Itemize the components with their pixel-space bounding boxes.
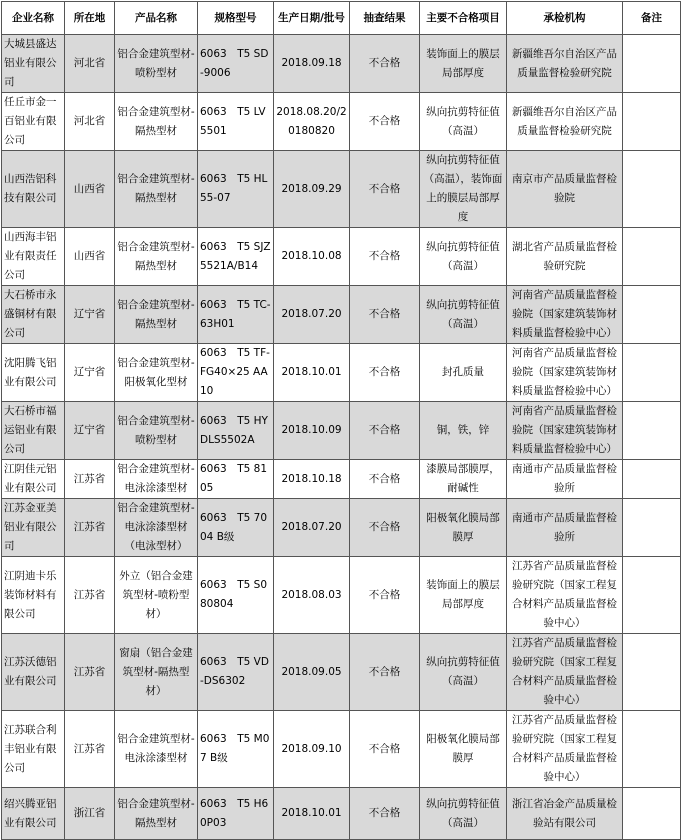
table-row	[2, 499, 681, 557]
cell-date: 2018.09.10	[274, 711, 350, 788]
cell-date: 2018.08.20/20180820	[274, 93, 350, 151]
cell-location: 辽宁省	[65, 344, 115, 402]
cell-product: 铝合金建筑型材-电泳涂漆型材（电泳型材）	[115, 499, 198, 557]
cell-date: 2018.09.18	[274, 35, 350, 93]
cell-company: 江苏沃德铝业有限公司	[2, 634, 65, 711]
cell-agency: 南通市产品质量监督检验所	[507, 460, 623, 499]
cell-date: 2018.08.03	[274, 557, 350, 634]
cell-location: 浙江省	[65, 788, 115, 840]
cell-items: 装饰面上的膜层局部厚度	[420, 557, 507, 634]
table-row	[2, 344, 681, 402]
table-row	[2, 286, 681, 344]
inspection-table	[1, 1, 681, 840]
cell-note	[623, 35, 681, 93]
cell-location: 河北省	[65, 93, 115, 151]
header-product: 产品名称	[115, 2, 198, 35]
cell-company: 山西海丰铝业有限责任公司	[2, 228, 65, 286]
cell-product: 外立（铝合金建筑型材-喷粉型材）	[115, 557, 198, 634]
cell-result: 不合格	[350, 151, 420, 228]
cell-date: 2018.07.20	[274, 286, 350, 344]
header-spec: 规格型号	[198, 2, 274, 35]
cell-company: 山西浩铝科技有限公司	[2, 151, 65, 228]
cell-note	[623, 344, 681, 402]
cell-agency: 南京市产品质量监督检验院	[507, 151, 623, 228]
cell-items: 纵向抗剪特征值（高温）	[420, 788, 507, 840]
table-row	[2, 634, 681, 711]
header-location: 所在地	[65, 2, 115, 35]
cell-note	[623, 788, 681, 840]
cell-items: 漆膜局部膜厚，耐碱性	[420, 460, 507, 499]
cell-product: 铝合金建筑型材-隔热型材	[115, 286, 198, 344]
cell-result: 不合格	[350, 460, 420, 499]
cell-note	[623, 711, 681, 788]
cell-note	[623, 286, 681, 344]
table-row	[2, 35, 681, 93]
cell-date: 2018.10.01	[274, 344, 350, 402]
cell-company: 江苏金亚美铝业有限公司	[2, 499, 65, 557]
cell-spec: 6063 T5 H60P03	[198, 788, 274, 840]
cell-note	[623, 228, 681, 286]
header-row	[2, 2, 681, 35]
cell-items: 铜，铁，锌	[420, 402, 507, 460]
cell-company: 任丘市金一百铝业有限公司	[2, 93, 65, 151]
cell-note	[623, 499, 681, 557]
cell-spec: 6063 T5 SJZ5521A/B14	[198, 228, 274, 286]
cell-agency: 南通市产品质量监督检验所	[507, 499, 623, 557]
cell-spec: 6063 T5 8105	[198, 460, 274, 499]
cell-agency: 江苏省产品质量监督检验研究院（国家工程复合材料产品质量监督检验中心）	[507, 634, 623, 711]
table-row	[2, 228, 681, 286]
cell-spec: 6063 T5 HYDLS5502A	[198, 402, 274, 460]
cell-spec: 6063 T5 HL55-07	[198, 151, 274, 228]
cell-spec: 6063 T5 7004 B级	[198, 499, 274, 557]
cell-items: 纵向抗剪特征值（高温）	[420, 93, 507, 151]
table-body	[2, 35, 681, 840]
cell-location: 辽宁省	[65, 286, 115, 344]
cell-result: 不合格	[350, 557, 420, 634]
table-row	[2, 151, 681, 228]
cell-agency: 河南省产品质量监督检验院（国家建筑装饰材料质量监督检验中心）	[507, 402, 623, 460]
cell-items: 纵向抗剪特征值（高温）	[420, 634, 507, 711]
cell-note	[623, 402, 681, 460]
cell-product: 铝合金建筑型材-电泳涂漆型材	[115, 460, 198, 499]
cell-product: 铝合金建筑型材-喷粉型材	[115, 35, 198, 93]
cell-company: 绍兴腾亚铝业有限公司	[2, 788, 65, 840]
cell-result: 不合格	[350, 788, 420, 840]
cell-company: 江阴迪卡乐装饰材料有限公司	[2, 557, 65, 634]
cell-company: 大石桥市永盛铜材有限公司	[2, 286, 65, 344]
table-row	[2, 402, 681, 460]
cell-note	[623, 151, 681, 228]
cell-date: 2018.10.01	[274, 788, 350, 840]
table-row	[2, 557, 681, 634]
cell-items: 封孔质量	[420, 344, 507, 402]
cell-date: 2018.10.18	[274, 460, 350, 499]
cell-location: 江苏省	[65, 499, 115, 557]
cell-company: 大城县盛达铝业有限公司	[2, 35, 65, 93]
cell-note	[623, 460, 681, 499]
cell-items: 阳极氧化膜局部膜厚	[420, 711, 507, 788]
cell-date: 2018.09.05	[274, 634, 350, 711]
table-row	[2, 711, 681, 788]
header-company: 企业名称	[2, 2, 65, 35]
cell-result: 不合格	[350, 93, 420, 151]
cell-agency: 江苏省产品质量监督检验研究院（国家工程复合材料产品质量监督检验中心）	[507, 711, 623, 788]
cell-date: 2018.10.08	[274, 228, 350, 286]
cell-spec: 6063 T5 TF-FG40×25 AA10	[198, 344, 274, 402]
cell-product: 铝合金建筑型材-隔热型材	[115, 788, 198, 840]
cell-product: 铝合金建筑型材-隔热型材	[115, 93, 198, 151]
cell-product: 铝合金建筑型材-电泳涂漆型材	[115, 711, 198, 788]
cell-date: 2018.07.20	[274, 499, 350, 557]
cell-spec: 6063 T5 S080804	[198, 557, 274, 634]
cell-product: 窗扇（铝合金建筑型材-隔热型材）	[115, 634, 198, 711]
header-agency: 承检机构	[507, 2, 623, 35]
cell-agency: 新疆维吾尔自治区产品质量监督检验研究院	[507, 93, 623, 151]
header-result: 抽查结果	[350, 2, 420, 35]
cell-items: 阳极氧化膜局部膜厚	[420, 499, 507, 557]
cell-location: 山西省	[65, 151, 115, 228]
cell-company: 江苏联合利丰铝业有限公司	[2, 711, 65, 788]
cell-result: 不合格	[350, 402, 420, 460]
cell-items: 纵向抗剪特征值（高温），装饰面上的膜层局部厚度	[420, 151, 507, 228]
cell-agency: 江苏省产品质量监督检验研究院（国家工程复合材料产品质量监督检验中心）	[507, 557, 623, 634]
cell-items: 装饰面上的膜层局部厚度	[420, 35, 507, 93]
cell-agency: 新疆维吾尔自治区产品质量监督检验研究院	[507, 35, 623, 93]
cell-agency: 浙江省冶金产品质量检验站有限公司	[507, 788, 623, 840]
cell-location: 山西省	[65, 228, 115, 286]
cell-product: 铝合金建筑型材-隔热型材	[115, 228, 198, 286]
cell-location: 江苏省	[65, 634, 115, 711]
cell-location: 河北省	[65, 35, 115, 93]
cell-company: 大石桥市福运铝业有限公司	[2, 402, 65, 460]
cell-result: 不合格	[350, 711, 420, 788]
cell-agency: 湖北省产品质量监督检验研究院	[507, 228, 623, 286]
cell-result: 不合格	[350, 228, 420, 286]
cell-result: 不合格	[350, 344, 420, 402]
header-items: 主要不合格项目	[420, 2, 507, 35]
cell-note	[623, 557, 681, 634]
cell-result: 不合格	[350, 286, 420, 344]
cell-company: 沈阳腾飞铝业有限公司	[2, 344, 65, 402]
cell-company: 江阴佳元铝业有限公司	[2, 460, 65, 499]
table-row	[2, 93, 681, 151]
cell-date: 2018.10.09	[274, 402, 350, 460]
cell-note	[623, 634, 681, 711]
cell-spec: 6063 T5 SD-9006	[198, 35, 274, 93]
cell-location: 江苏省	[65, 460, 115, 499]
cell-location: 江苏省	[65, 711, 115, 788]
cell-result: 不合格	[350, 499, 420, 557]
cell-note	[623, 93, 681, 151]
cell-location: 江苏省	[65, 557, 115, 634]
cell-product: 铝合金建筑型材-喷粉型材	[115, 402, 198, 460]
cell-items: 纵向抗剪特征值（高温）	[420, 228, 507, 286]
cell-product: 铝合金建筑型材-阳极氧化型材	[115, 344, 198, 402]
cell-date: 2018.09.29	[274, 151, 350, 228]
cell-product: 铝合金建筑型材-隔热型材	[115, 151, 198, 228]
cell-items: 纵向抗剪特征值（高温）	[420, 286, 507, 344]
header-note: 备注	[623, 2, 681, 35]
header-date: 生产日期/批号	[274, 2, 350, 35]
cell-agency: 河南省产品质量监督检验院（国家建筑装饰材料质量监督检验中心）	[507, 286, 623, 344]
cell-location: 辽宁省	[65, 402, 115, 460]
cell-result: 不合格	[350, 35, 420, 93]
table-row	[2, 788, 681, 840]
cell-spec: 6063 T5 M07 B级	[198, 711, 274, 788]
cell-result: 不合格	[350, 634, 420, 711]
cell-spec: 6063 T5 TC-63H01	[198, 286, 274, 344]
cell-agency: 河南省产品质量监督检验院（国家建筑装饰材料质量监督检验中心）	[507, 344, 623, 402]
table-row	[2, 460, 681, 499]
cell-spec: 6063 T5 LV5501	[198, 93, 274, 151]
cell-spec: 6063 T5 VD-DS6302	[198, 634, 274, 711]
